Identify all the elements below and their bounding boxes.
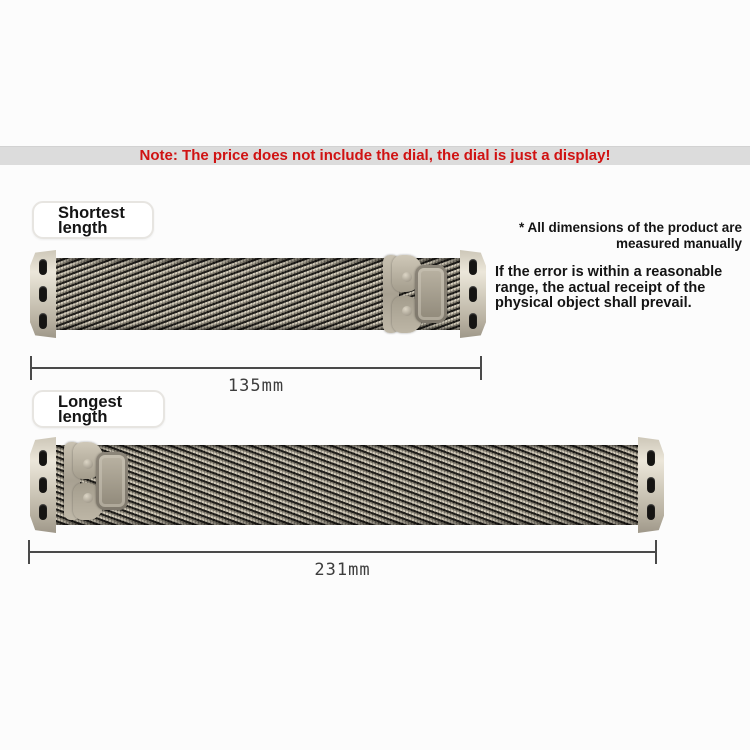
shortest-label-line-1: Shortest [58,204,125,222]
adapter-slot [39,313,47,329]
magnetic-clasp [64,439,130,523]
dimension-line [30,367,482,369]
measured-manually-note [495,220,742,252]
lug-adapter-right [460,250,486,338]
dimension-longest [28,540,657,584]
adapter-slot [39,477,47,493]
adapter-slots [647,450,655,520]
dimension-line [28,551,657,553]
error-range-note [495,265,742,312]
lug-adapter-right [638,437,664,533]
dimension-value-shortest: 135mm [227,376,285,396]
milanese-mesh-strap [48,445,646,525]
note-banner: Note: The price does not include the dial, the dial is just a display! [0,146,750,165]
dimension-value-longest: 231mm [314,560,371,580]
clasp-rivet-top [402,272,412,282]
adapter-slot [647,504,655,520]
measured-note-line-1: * All dimensions of the product are [518,220,742,235]
clasp-rivet-bottom [83,493,93,503]
adapter-slot [39,286,47,302]
longest-label-line-1: Longest [58,393,123,411]
error-note-line-2: range, the actual receipt of the [495,279,706,296]
adapter-slot [39,504,47,520]
clasp-frame [96,452,128,510]
lug-adapter-left [30,437,56,533]
adapter-slot [39,450,47,466]
longest-label-line-2: length [58,408,108,426]
shortest-length-callout [32,201,154,239]
adapter-slots [39,259,47,329]
error-note-line-1: If the error is within a reasonable [495,264,723,280]
shortest-label-line-2: length [58,219,108,237]
disclaimer-text [495,220,742,312]
clasp-frame [415,265,447,323]
magnetic-clasp [383,252,449,336]
adapter-slot [39,259,47,275]
watch-band-shortest [30,250,486,338]
measured-note-line-2: measured manually [615,236,742,251]
clasp-rivet-bottom [402,306,412,316]
adapter-slot [647,477,655,493]
adapter-slots [469,259,477,329]
longest-length-callout [32,390,165,428]
clasp-rivet-top [83,459,93,469]
error-note-line-3: physical object shall prevail. [495,295,692,311]
adapter-slot [647,450,655,466]
lug-adapter-left [30,250,56,338]
adapter-slot [469,313,477,329]
adapter-slot [469,286,477,302]
adapter-slots [39,450,47,520]
watch-band-longest [30,437,664,533]
adapter-slot [469,259,477,275]
